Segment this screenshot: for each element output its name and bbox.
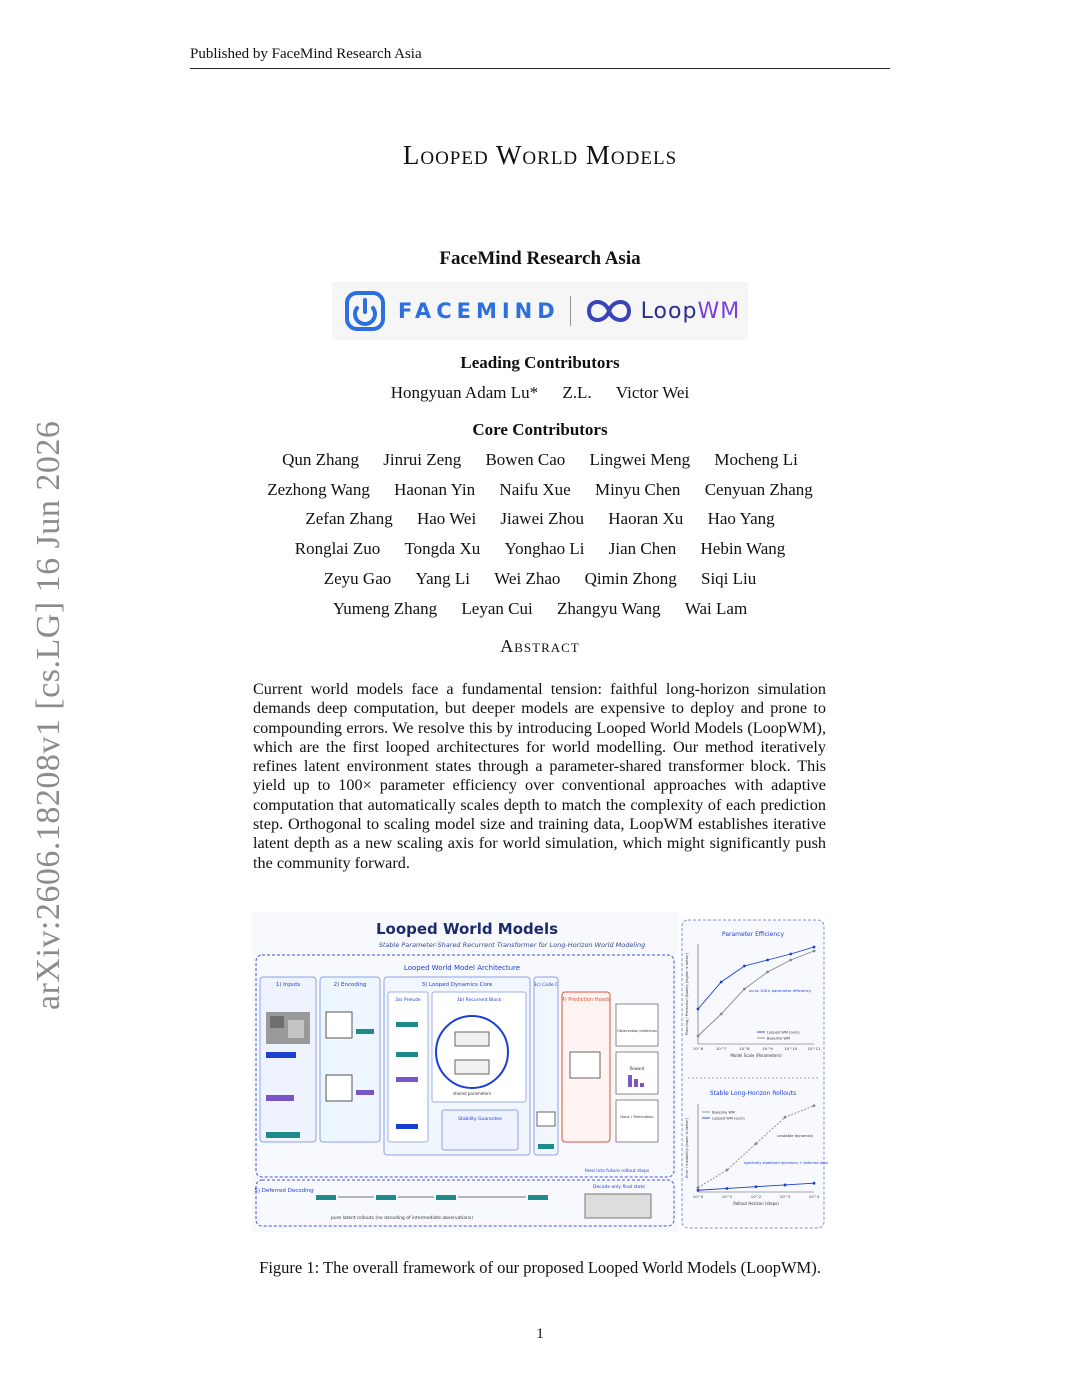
x-tick-label: 10^6	[692, 1046, 704, 1051]
observation-image-icon	[288, 1020, 304, 1038]
data-point	[697, 1008, 700, 1011]
latent-token-bar-icon	[266, 1132, 300, 1138]
author-name: Jiawei Zhou	[500, 509, 584, 528]
leading-contributors-heading: Leading Contributors	[460, 353, 620, 372]
inputs-box	[260, 977, 316, 1142]
legend-label: Looped WM (ours)	[712, 1116, 745, 1121]
latent-token-bar-icon	[356, 1029, 374, 1034]
author-name: Victor Wei	[615, 383, 690, 402]
loopwm-wordmark	[641, 299, 741, 324]
loopwm-infinity-icon	[581, 291, 637, 331]
core-contributors-row	[0, 450, 1080, 470]
data-point	[743, 965, 746, 968]
observation-encoder-block	[326, 1012, 352, 1038]
head-output-label: Done / Termination	[620, 1115, 654, 1119]
transformer-block	[455, 1060, 489, 1074]
organization: FaceMind Research Asia	[439, 248, 641, 269]
latent-token-bar-icon	[436, 1195, 456, 1200]
core-contributors-row	[0, 569, 1080, 589]
data-point	[697, 1189, 700, 1192]
y-axis-label: Planning / Prediction Quality (higher is better)	[685, 952, 689, 1036]
observation-image-icon	[270, 1016, 284, 1028]
data-point	[813, 1182, 816, 1185]
author-name: Yumeng Zhang	[332, 599, 438, 618]
author-name: Hao Yang	[707, 509, 775, 528]
reward-bar	[640, 1083, 644, 1087]
head-output-box	[616, 1100, 658, 1142]
stage-label: 2) Encoding	[333, 982, 367, 988]
stability-box	[442, 1110, 518, 1150]
author-name: Siqi Liu	[700, 569, 757, 588]
head-output-box	[616, 1052, 658, 1094]
latent-token-bar-icon	[396, 1022, 418, 1027]
core-contributors-row	[0, 480, 1080, 500]
data-point	[789, 959, 792, 962]
page-header	[190, 46, 890, 69]
core-contributors-heading: Core Contributors	[472, 420, 608, 439]
x-tick-label: 10^9	[762, 1046, 773, 1051]
core-sub-label: 3b) Recurrent Block	[456, 998, 502, 1003]
author-name: Bowen Cao	[485, 450, 566, 469]
chart-title: Parameter Efficiency	[721, 931, 785, 938]
latent-token-bar-icon	[396, 1124, 418, 1129]
head-network-block	[570, 1052, 600, 1078]
stage-label: 5) Deferred Decoding	[254, 1188, 314, 1194]
data-point	[697, 1186, 700, 1189]
x-tick-label: 10^10	[784, 1046, 798, 1051]
data-point	[755, 1142, 758, 1145]
latent-token-bar-icon	[266, 1052, 296, 1058]
action-token-bar-icon	[396, 1077, 418, 1082]
stability-label: Stability Guarantee	[458, 1117, 502, 1122]
encoding-box	[320, 977, 380, 1142]
action-token-bar-icon	[356, 1090, 374, 1095]
author-name: Qimin Zhong	[584, 569, 677, 588]
loopwm-word-b: WM	[697, 298, 741, 324]
stage-label: 3) Looped Dynamics Core	[421, 982, 493, 988]
author-name: Zezhong Wang	[267, 480, 370, 499]
author-name: Yonghao Li	[504, 539, 585, 558]
data-point	[726, 1169, 729, 1172]
x-tick-label: 10^2	[750, 1194, 762, 1199]
x-tick-label: 10^1	[721, 1194, 733, 1199]
x-tick-label: 10^7	[715, 1046, 727, 1051]
figure-1-graphic	[252, 912, 828, 1232]
author-name: Haonan Yin	[394, 480, 476, 499]
author-name: Zeyu Gao	[323, 569, 392, 588]
abstract-text: Current world models face a fundamental tension: faithful long-horizon simulation demands deep computation, but deeper models are expensive to deploy and prone to compounding errors. We resolve this by introducing Looped World Models (LoopWM), which are the first looped architectures for world modelling. Our method iteratively refines latent environment states through a parameter-shared transformer block. This yield up to 100× parameter efficiency over conventional approaches with adaptive computation that automatically scales depth to match the complexity of each prediction step. Orthogonal to scaling model size and training data, LoopWM establishes iterative latent depth as a new scaling axis for world simulation, which might significantly push the community forward.	[253, 680, 826, 872]
chart-annotation: spectrally stabilized dynamics + deferred decoding	[743, 1161, 828, 1165]
action-token-bar-icon	[266, 1095, 294, 1101]
chart-title: Stable Long-Horizon Rollouts	[709, 1090, 797, 1097]
legend-label: Baseline WM	[767, 1036, 791, 1041]
data-point	[784, 1116, 787, 1119]
latent-token-bar-icon	[396, 1052, 418, 1057]
author-name: Zefan Zhang	[305, 509, 393, 528]
pure-latent-label: pure latent rollouts (no decoding of intermediate observations)	[330, 1216, 474, 1221]
x-tick-label: 10^3	[779, 1194, 791, 1199]
logo-divider	[570, 296, 571, 326]
head-output-box	[616, 1004, 658, 1046]
figure-1	[252, 912, 828, 1232]
core-contributors-row	[0, 539, 1080, 559]
data-point	[720, 981, 723, 984]
prelude-box	[388, 992, 428, 1142]
x-tick-label: 10^0	[692, 1194, 704, 1199]
author-name: Mocheng Li	[714, 450, 798, 469]
author-name: Jian Chen	[608, 539, 677, 558]
data-point	[743, 988, 746, 991]
data-point	[784, 1184, 787, 1187]
author-name: Minyu Chen	[594, 480, 681, 499]
stage-label: 3c) Code C	[533, 983, 559, 988]
data-point	[766, 971, 769, 974]
data-point	[697, 1035, 700, 1038]
data-point	[755, 1185, 758, 1188]
reward-bar	[628, 1075, 632, 1087]
chart-annotation: unstable dynamics	[777, 1133, 813, 1138]
data-point	[720, 1013, 723, 1016]
data-point	[813, 1104, 816, 1107]
latent-token-bar-icon	[316, 1195, 336, 1200]
latent-token-bar-icon	[528, 1195, 548, 1200]
latent-token-bar-icon	[538, 1144, 554, 1149]
author-name: Z.L.	[562, 383, 592, 402]
author-name: Hao Wei	[416, 509, 477, 528]
author-name: Haoran Xu	[608, 509, 684, 528]
stage-label: 4) Prediction Heads	[561, 997, 611, 1003]
x-tick-label: 10^4	[808, 1194, 820, 1199]
legend-label: Looped WM (ours)	[767, 1030, 800, 1035]
data-point	[789, 953, 792, 956]
x-tick-label: 10^11	[807, 1046, 821, 1051]
code-box	[534, 977, 558, 1155]
x-axis-label: Rollout Horizon (steps)	[733, 1201, 779, 1206]
recurrent-block-box	[432, 992, 526, 1102]
facemind-logo-icon	[342, 288, 388, 334]
author-name: Wai Lam	[684, 599, 748, 618]
author-name: Wei Zhao	[494, 569, 561, 588]
core-contributors-row	[0, 599, 1080, 619]
action-embedder-block	[326, 1075, 352, 1101]
feed-future-label: feed into future rollout steps	[584, 1169, 650, 1174]
y-axis-label: Error / Instability (lower is better)	[685, 1118, 689, 1178]
core-sub-label: 3a) Prelude	[395, 998, 421, 1003]
core-sub-label: shared parameters	[452, 1091, 492, 1096]
core-contributors-row	[0, 509, 1080, 529]
decode-final-label: Decode only final state	[593, 1185, 645, 1190]
architecture-title: Looped World Model Architecture	[403, 964, 521, 972]
page-number: 1	[536, 1326, 544, 1342]
legend-label: Baseline WM	[712, 1110, 736, 1115]
data-point	[726, 1187, 729, 1190]
loopwm-word-a: Loop	[640, 298, 698, 324]
author-name: Leyan Cui	[461, 599, 533, 618]
latent-token-bar-icon	[376, 1195, 396, 1200]
author-name: Cenyuan Zhang	[704, 480, 813, 499]
author-name: Lingwei Meng	[589, 450, 691, 469]
brand-logos	[332, 282, 748, 340]
publisher-text: Published by FaceMind Research Asia	[190, 46, 422, 62]
paper-title: Looped World Models	[402, 140, 678, 170]
decoded-frames-icon	[585, 1194, 651, 1218]
figure-title: Looped World Models	[375, 920, 559, 938]
author-name: Zhangyu Wang	[556, 599, 661, 618]
projection-block	[537, 1112, 555, 1126]
results-panel	[682, 920, 824, 1228]
author-name: Hebin Wang	[700, 539, 786, 558]
transformer-block	[455, 1032, 489, 1046]
facemind-wordmark: FACEMIND	[398, 299, 560, 323]
data-point	[766, 959, 769, 962]
author-name: Yang Li	[415, 569, 470, 588]
stage-label: 1) Inputs	[275, 982, 301, 988]
author-name: Naifu Xue	[499, 480, 571, 499]
author-name: Jinrui Zeng	[383, 450, 462, 469]
author-name: Tongda Xu	[404, 539, 481, 558]
head-output-label: Observation prediction	[617, 1029, 657, 1033]
abstract-heading: Abstract	[500, 636, 580, 656]
arxiv-sidebar-stamp: arXiv:2606.18208v1 [cs.LG] 16 Jun 2026	[30, 420, 67, 1010]
leading-contributors-row	[0, 383, 1080, 403]
figure-subtitle: Stable Parameter-Shared Recurrent Transformer for Long-Horizon World Modeling	[378, 941, 646, 949]
author-name: Qun Zhang	[282, 450, 360, 469]
data-point	[813, 950, 816, 953]
x-axis-label: Model Scale (Parameters)	[730, 1053, 782, 1058]
data-point	[813, 946, 816, 949]
reward-bar	[634, 1079, 638, 1087]
x-tick-label: 10^8	[739, 1046, 750, 1051]
author-name: Hongyuan Adam Lu*	[390, 383, 539, 402]
figure-caption: Figure 1: The overall framework of our proposed Looped World Models (LoopWM).	[259, 1258, 821, 1277]
chart-annotation: up to 100× parameter efficiency	[748, 988, 812, 993]
head-output-label: Reward	[629, 1066, 645, 1071]
author-name: Ronglai Zuo	[294, 539, 381, 558]
